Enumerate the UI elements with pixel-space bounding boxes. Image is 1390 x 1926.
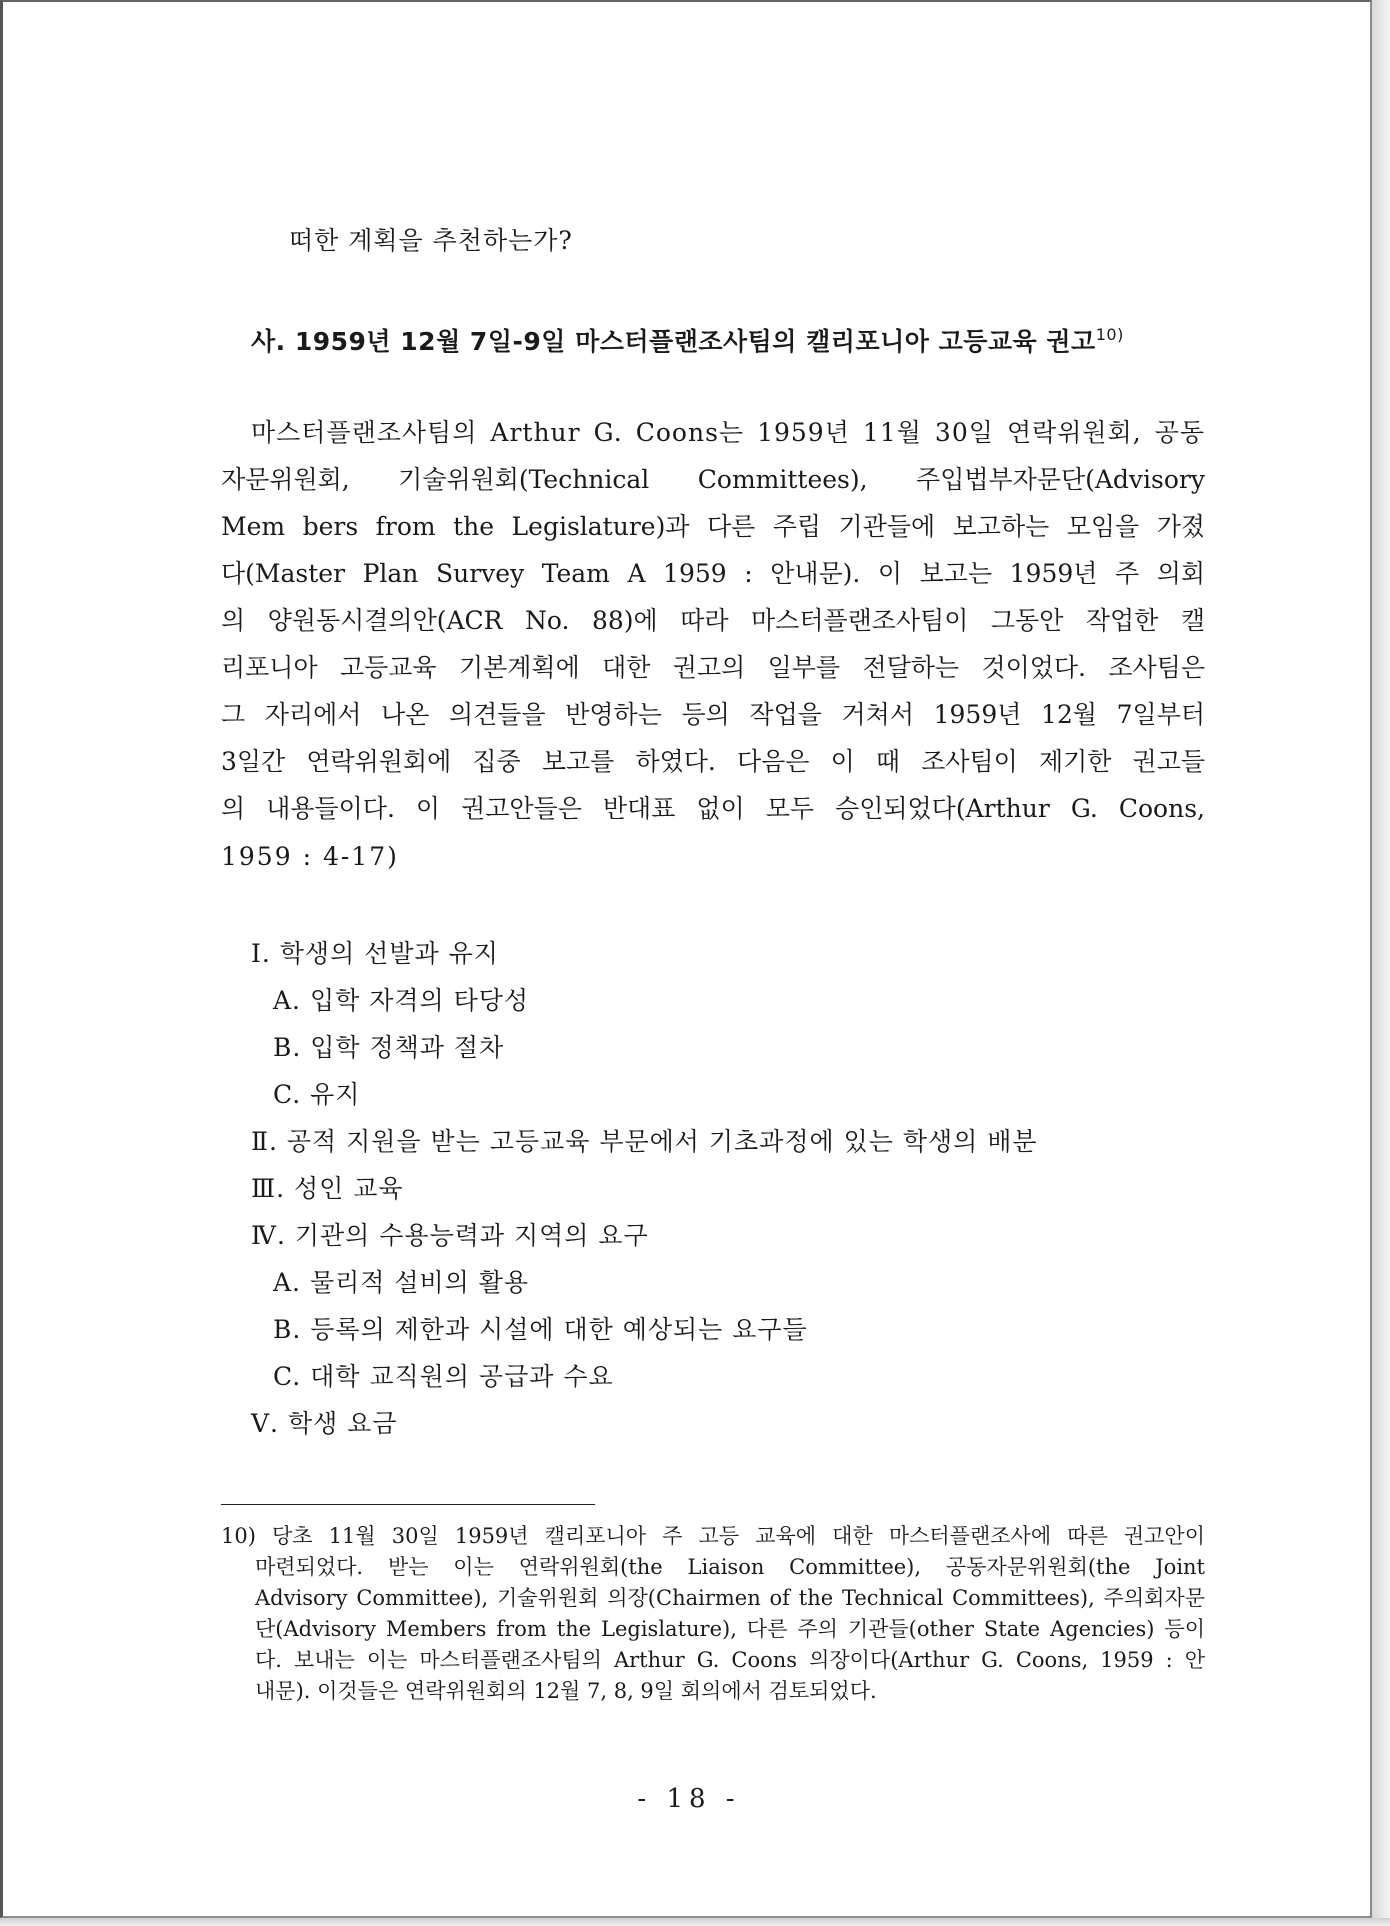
outline-item: B. 입학 정책과 절차 [273, 1033, 505, 1062]
footnote-line: Advisory Committee), 기술위원회 의장(Chairmen of the Technical Committees), 주의회자문 [255, 1586, 1205, 1610]
footnote-line: 마련되었다. 받는 이는 연락위원회(the Liaison Committee), 공동자문위원회(the Joint [255, 1555, 1205, 1579]
paragraph-line: 1959 : 4-17) [221, 842, 399, 871]
paragraph-line: 다(Master Plan Survey Team A 1959 : 안내문). 이 보고는 1959년 주 의회 [221, 559, 1205, 588]
intro-line: 떠한 계획을 추천하는가? [289, 226, 573, 255]
page-bottom-shadow [0, 1918, 1390, 1926]
outline-item: Ⅳ. 기관의 수용능력과 지역의 요구 [251, 1221, 649, 1250]
paragraph-line: 그 자리에서 나온 의견들을 반영하는 등의 작업을 거쳐서 1959년 12월 7일부터 [221, 700, 1205, 729]
outline-item: Ⅱ. 공적 지원을 받는 고등교육 부문에서 기초과정에 있는 학생의 배분 [251, 1127, 1038, 1156]
outline-item: Ⅴ. 학생 요금 [251, 1409, 398, 1438]
section-heading [251, 318, 1124, 359]
outline-item: B. 등록의 제한과 시설에 대한 예상되는 요구들 [273, 1315, 808, 1344]
page-number: - 18 - [637, 1784, 741, 1814]
outline-item: A. 입학 자격의 타당성 [273, 986, 530, 1015]
paragraph-line: 마스터플랜조사팀의 Arthur G. Coons는 1959년 11월 30일 연락위원회, 공동 [251, 418, 1205, 447]
paragraph-line: 자문위원회, 기술위원회(Technical Committees), 주입법부자문단(Advisory [221, 465, 1205, 494]
footnote-line: 다. 보내는 이는 마스터플랜조사팀의 Arthur G. Coons 의장이다(Arthur G. Coons, 1959 : 안 [255, 1648, 1205, 1672]
paragraph-line: 리포니아 고등교육 기본계획에 대한 권고의 일부를 전달하는 것이었다. 조사팀은 [221, 653, 1205, 682]
outline-item: Ⅰ. 학생의 선발과 유지 [251, 939, 499, 968]
paragraph-line: 의 양원동시결의안(ACR No. 88)에 따라 마스터플랜조사팀이 그동안 작업한 캘 [221, 606, 1205, 635]
paragraph-line: 의 내용들이다. 이 권고안들은 반대표 없이 모두 승인되었다(Arthur G. Coons, [221, 794, 1205, 823]
footnote-divider [221, 1504, 595, 1505]
outline-item: C. 유지 [273, 1080, 361, 1109]
footnote-line: 단(Advisory Members from the Legislature), 다른 주의 기관들(other State Agencies) 등이 [255, 1617, 1205, 1641]
page-edge-shadow [1372, 0, 1390, 1926]
footnote-ref: 10) [1095, 325, 1124, 344]
outline-item: Ⅲ. 성인 교육 [251, 1174, 404, 1203]
section-heading-text: 사. 1959년 12월 7일-9일 마스터플랜조사팀의 캘리포니아 고등교육 권고 [251, 327, 1096, 356]
outline-item: A. 물리적 설비의 활용 [273, 1268, 530, 1297]
paragraph-line: Mem bers from the Legislature)과 다른 주립 기관들에 보고하는 모임을 가졌 [221, 512, 1205, 541]
outline-item: C. 대학 교직원의 공급과 수요 [273, 1362, 614, 1391]
footnote-line: 내문). 이것들은 연락위원회의 12월 7, 8, 9일 회의에서 검토되었다. [255, 1679, 877, 1703]
footnote-line: 10) 당초 11월 30일 1959년 캘리포니아 주 고등 교육에 대한 마스터플랜조사에 따른 권고안이 [221, 1524, 1205, 1548]
paragraph-line: 3일간 연락위원회에 집중 보고를 하였다. 다음은 이 때 조사팀이 제기한 권고들 [221, 747, 1205, 776]
